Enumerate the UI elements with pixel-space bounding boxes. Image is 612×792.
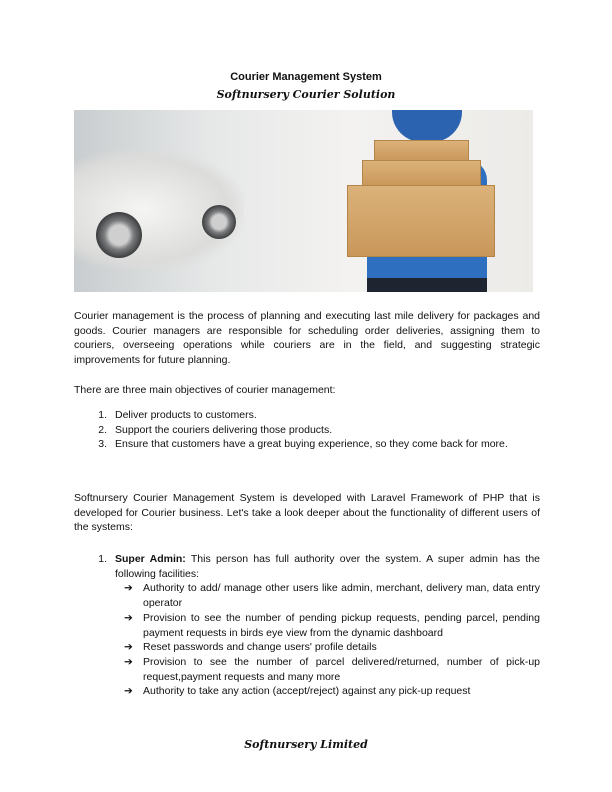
list-text: Deliver products to customers. (115, 409, 257, 421)
role-desc: This person has full authority over the system. A super admin has the following facilities: (115, 553, 540, 580)
facility-text: Authority to add/ manage other users like admin, merchant, delivery man, data entry operator (143, 582, 540, 610)
document-title: Courier Management System (230, 71, 382, 83)
list-number: 3. (98, 438, 107, 451)
objectives-intro: There are three main objectives of courier management: (74, 384, 336, 396)
list-number: 1. (98, 409, 107, 421)
list-number: 1. (98, 553, 107, 565)
role-description (115, 552, 540, 581)
list-item (74, 437, 540, 452)
facility-item (124, 640, 540, 655)
system-intro-paragraph: Softnursery Courier Management System is developed with Laravel Framework of PHP that is developed for Courier business. Let's take a look deeper about the functionality of different users of the systems: (74, 492, 540, 534)
list-text: Support the couriers delivering those products. (115, 423, 333, 436)
role-item (74, 552, 540, 581)
facility-item (124, 581, 540, 610)
list-text: Ensure that customers have a great buying experience, so they come back for more. (115, 438, 508, 451)
facility-text: Reset passwords and change users' profile details (143, 641, 377, 654)
objectives-list (74, 408, 540, 452)
courier-hero-image (74, 110, 533, 292)
facility-item (124, 611, 540, 640)
facility-text: Provision to see the number of pending pickup requests, pending parcel, pending payment requests in birds eye view from the dynamic dashboard (143, 611, 540, 639)
courier-person-image (357, 110, 497, 292)
list-item (74, 423, 540, 438)
roles-list (74, 552, 540, 699)
arrow-icon: ➔ (124, 641, 133, 654)
arrow-icon: ➔ (124, 611, 133, 624)
intro-paragraph: Courier management is the process of planning and executing last mile delivery for packages and goods. Courier managers are responsible for scheduling order deliveries, assigning them to couriers, overseeing operations while couriers are in the field, and suggesting strategic improvements for future planning. (74, 310, 540, 367)
list-number: 2. (98, 423, 107, 436)
page-footer: Softnursery Limited (244, 738, 368, 751)
facility-text: Authority to take any action (accept/reject) against any pick-up request (143, 685, 471, 698)
car-image (74, 150, 244, 270)
arrow-icon: ➔ (124, 685, 133, 698)
facility-text: Provision to see the number of parcel delivered/returned, number of pick-up request,payment requests and many more (143, 655, 540, 683)
facility-item (124, 655, 540, 684)
arrow-icon: ➔ (124, 655, 133, 668)
facility-item (124, 684, 540, 699)
role-name: Super Admin: (115, 553, 186, 565)
list-item (74, 408, 540, 423)
arrow-icon: ➔ (124, 582, 133, 595)
document-subtitle: Softnursery Courier Solution (216, 88, 396, 101)
